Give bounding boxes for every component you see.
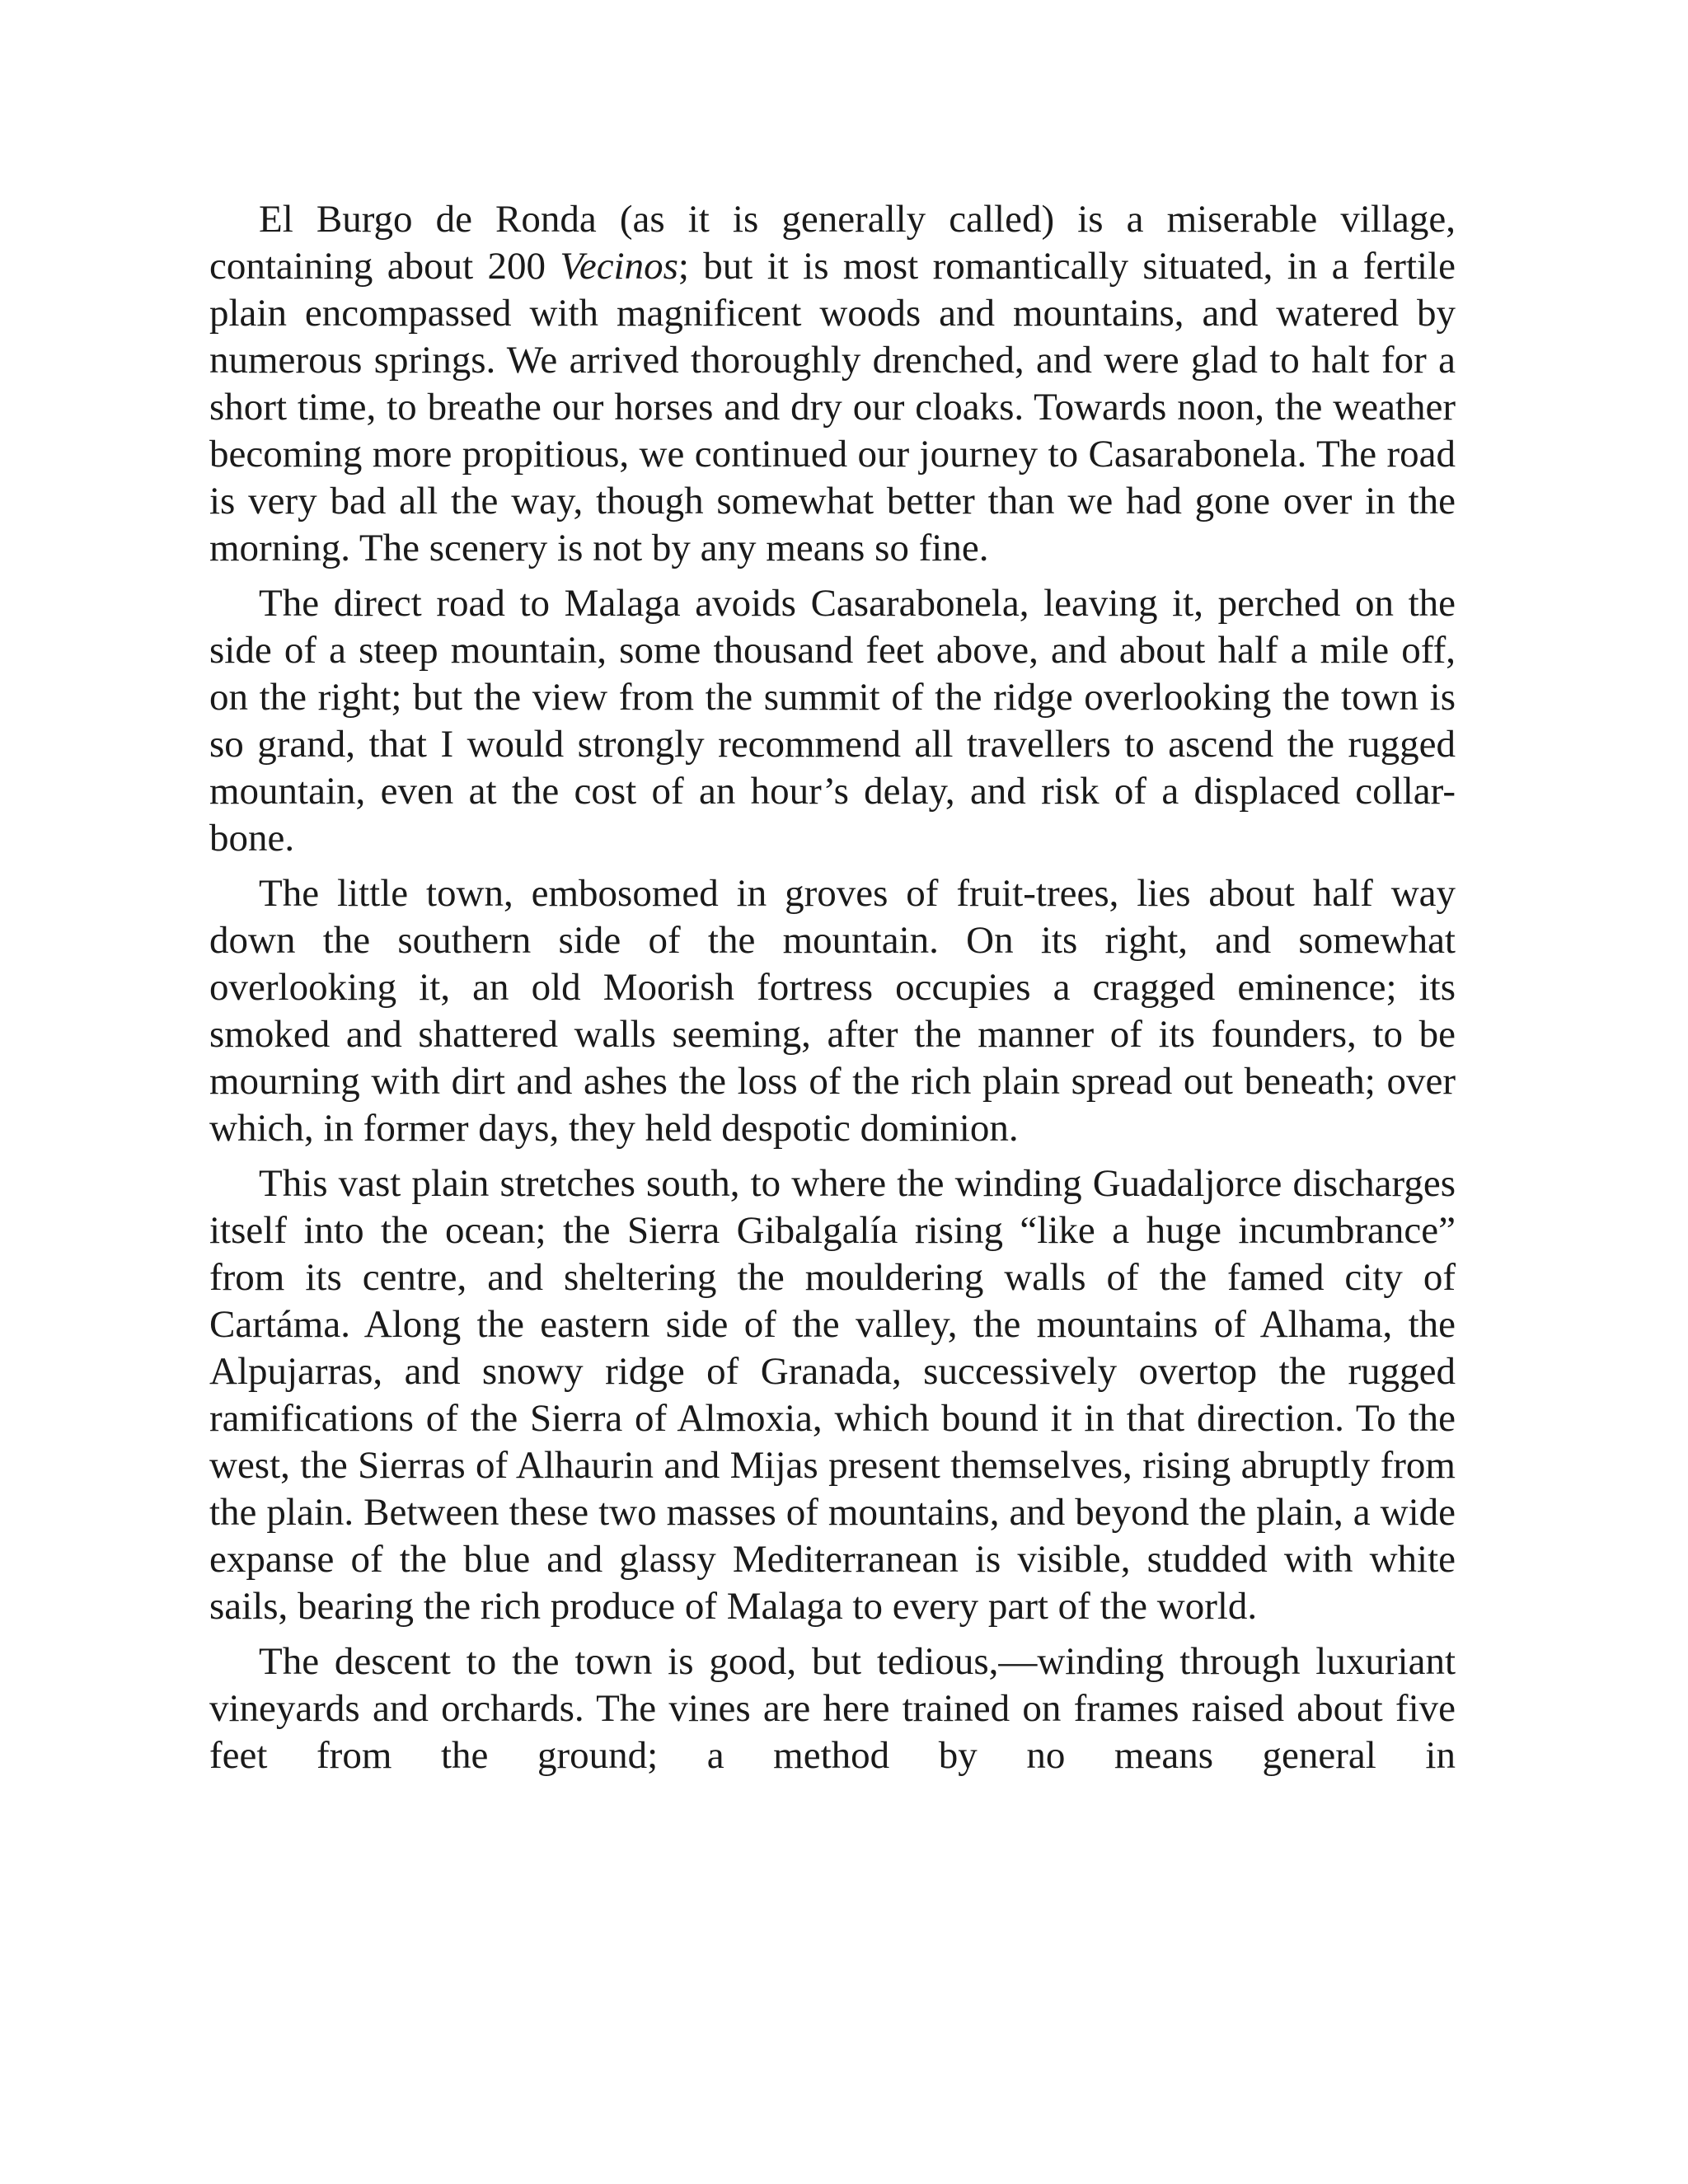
paragraph-1 bbox=[209, 196, 1456, 572]
paragraph-3: The little town, embosomed in groves of fruit-trees, lies about half way down the southern side of the mountain. On its right, and somewhat overlooking it, an old Moorish fortress occupies a cragged eminence; its smoked and shattered walls seeming, after the manner of its founders, to be mourning with dirt and ashes the loss of the rich plain spread out beneath; over which, in former days, they held despotic dominion. bbox=[209, 872, 1456, 1150]
paragraph-1-text-start: El Burgo de Ronda (as it is generally called) is a miserable village, containing about 200 bbox=[209, 198, 1456, 288]
paragraph-4: This vast plain stretches south, to where the winding Guadaljorce discharges itself into the ocean; the Sierra Gibalgalía rising “like a huge incumbrance” from its centre, and sheltering the mouldering walls of the famed city of Cartáma. Along the eastern side of the valley, the mountains of Alhama, the Alpujarras, and snowy ridge of Granada, successively overtop the rugged ramifications of the Sierra of Almoxia, which bound it in that direction. To the west, the Sierras of Alhaurin and Mijas present themselves, rising abruptly from the plain. Between these two masses of mountains, and beyond the plain, a wide expanse of the blue and glassy Mediterranean is visible, studded with white sails, bearing the rich produce of Malaga to every part of the world. bbox=[209, 1162, 1456, 1628]
page-body bbox=[209, 196, 1456, 1779]
paragraph-1-text-end: ; but it is most romantically situated, in a fertile plain encompassed with magnificent woods and mountains, and watered by numerous springs. We arrived thoroughly drenched, and were glad to halt for a short time, to breathe our horses and dry our cloaks. Towards noon, the weather becoming more propitious, we continued our journey to Casarabonela. The road is very bad all the way, though somewhat better than we had gone over in the morning. The scenery is not by any means so fine. bbox=[209, 245, 1456, 569]
paragraph-5: The descent to the town is good, but tedious,—winding through luxuriant vineyards and orchards. The vines are here trained on frames raised about five feet from the ground; a method by no means general in bbox=[209, 1640, 1456, 1777]
paragraph-2: The direct road to Malaga avoids Casarabonela, leaving it, perched on the side of a steep mountain, some thousand feet above, and about half a mile off, on the right; but the view from the summit of the ridge overlooking the town is so grand, that I would strongly recommend all travellers to ascend the rugged mountain, even at the cost of an hour’s delay, and risk of a displaced collar-bone. bbox=[209, 582, 1456, 860]
vecinos-italic: Vecinos bbox=[560, 245, 678, 288]
